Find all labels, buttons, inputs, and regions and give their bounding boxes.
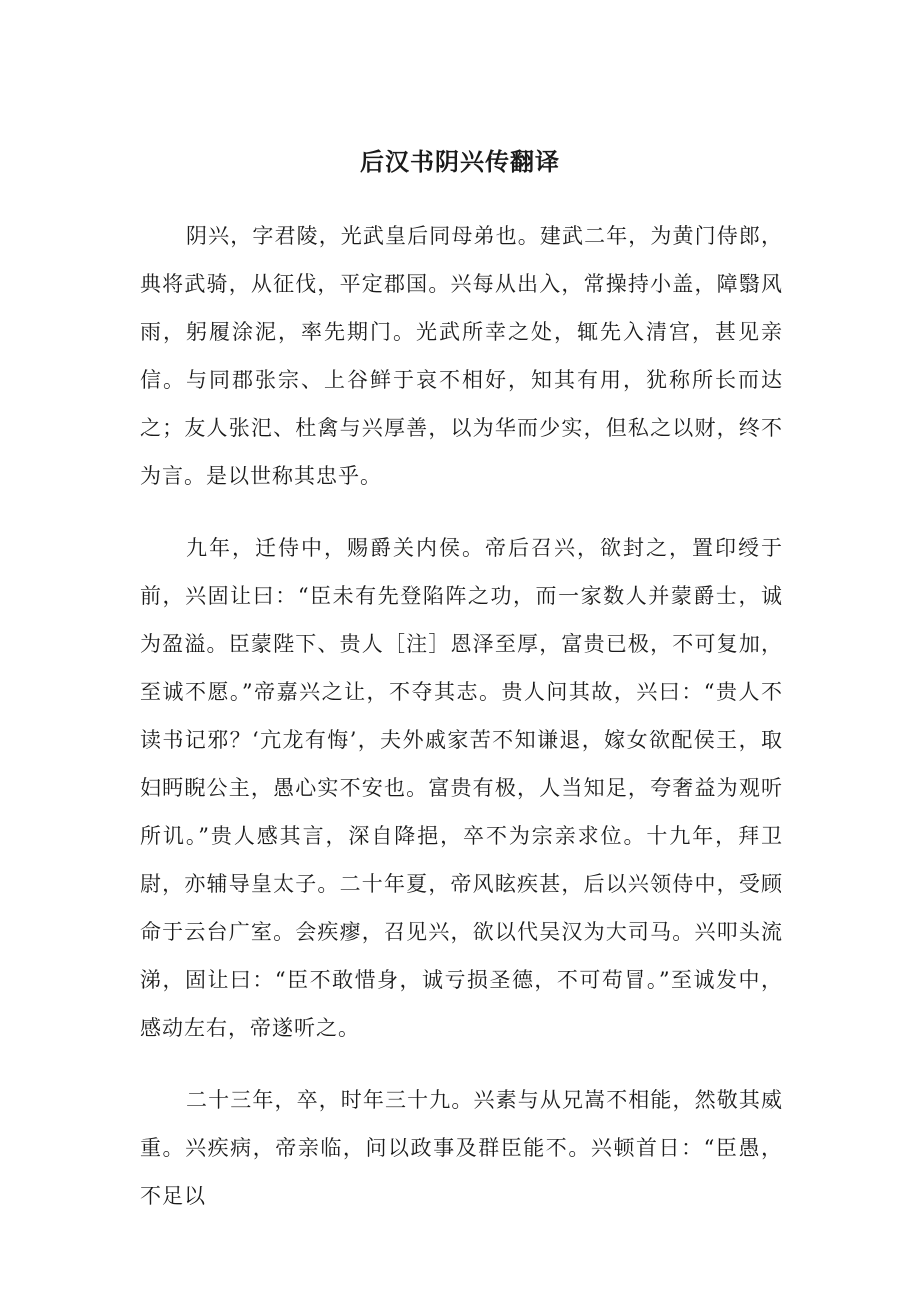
document-body xyxy=(140,212,783,1244)
paragraph: 九年，迁侍中，赐爵关内侯。帝后召兴，欲封之，置印绶于前，兴固让曰：“臣未有先登陷阵之功，而一家数人并蒙爵士，诚为盈溢。臣蒙陛下、贵人［注］恩泽至厚，富贵已极，不可复加，至诚不愿。”帝嘉兴之让，不夺其志。贵人问其故，兴曰：“贵人不读书记邪？‘亢龙有悔’，夫外戚家苦不知谦退，嫁女欲配侯王，取妇眄睨公主，愚心实不安也。富贵有极，人当知足，夸奢益为观听所讥。”贵人感其言，深自降挹，卒不为宗亲求位。十九年，拜卫尉，亦辅导皇太子。二十年夏，帝风眩疾甚，后以兴领侍中，受顾命于云台广室。会疾瘳，召见兴，欲以代吴汉为大司马。兴叩头流涕，固让曰：“臣不敢惜身，诚亏损圣德，不可苟冒。”至诚发中，感动左右，帝遂听之。 xyxy=(140,536,783,1040)
document-title: 后汉书阴兴传翻译 xyxy=(360,148,560,176)
paragraph: 二十三年，卒，时年三十九。兴素与从兄嵩不相能，然敬其威重。兴疾病，帝亲临，问以政事及群臣能不。兴顿首日：“臣愚，不足以 xyxy=(140,1088,783,1208)
paragraph: 阴兴，字君陵，光武皇后同母弟也。建武二年，为黄门侍郎，典将武骑，从征伐，平定郡国。兴每从出入，常操持小盖，障翳风雨，躬履涂泥，率先期门。光武所幸之处，辄先入清宫，甚见亲信。与同郡张宗、上谷鲜于哀不相好，知其有用，犹称所长而达之；友人张汜、杜禽与兴厚善，以为华而少实，但私之以财，终不为言。是以世称其忠乎。 xyxy=(140,224,783,488)
